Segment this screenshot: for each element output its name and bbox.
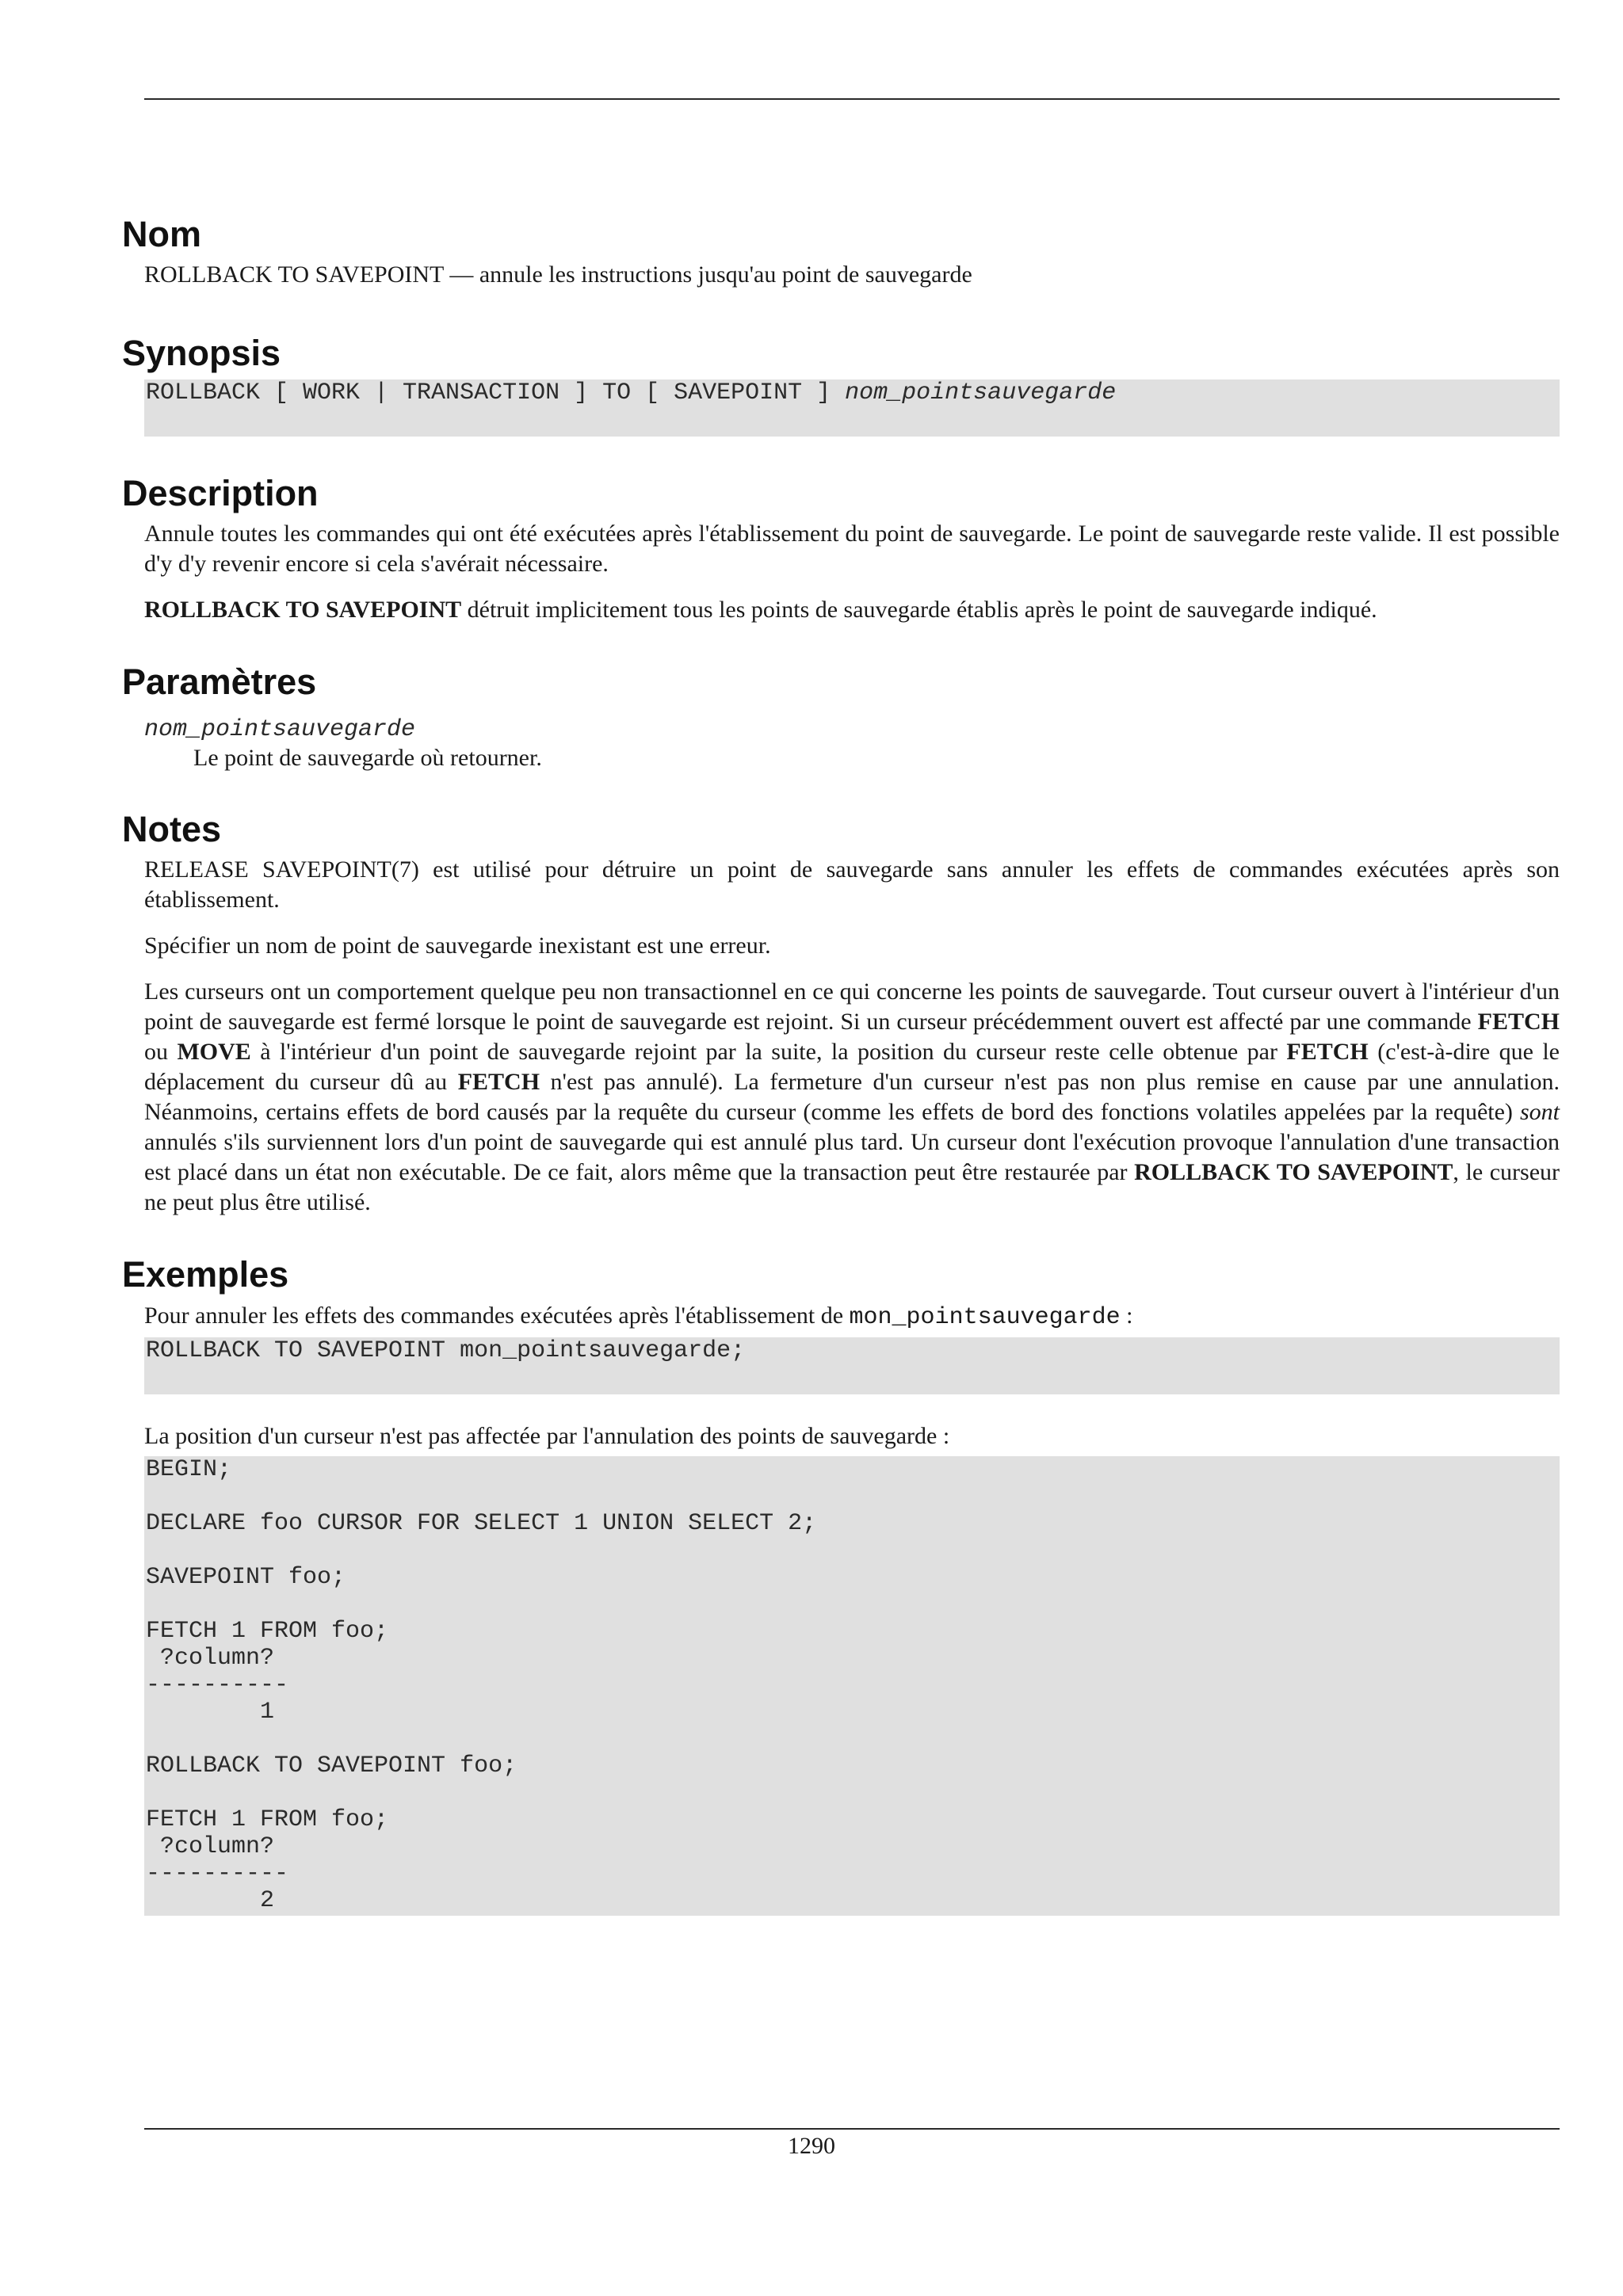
- notes-p3-fetch-1: FETCH: [1477, 1009, 1560, 1035]
- synopsis-param: nom_pointsauvegarde: [845, 379, 1117, 406]
- notes-p3-text-2: ou: [144, 1039, 178, 1066]
- notes-p3-text-3: à l'intérieur d'un point de sauvegarde rejoint par la suite, la position du curseur reste celle obtenue par: [250, 1039, 1287, 1066]
- parameter-list: [144, 715, 1560, 772]
- section-parametres: [122, 660, 1560, 772]
- notes-p3-fetch-2: FETCH: [1286, 1039, 1369, 1066]
- example-intro-2: La position d'un curseur n'est pas affectée par l'annulation des points de sauvegarde :: [144, 1422, 950, 1449]
- description-paragraph-1: Annule toutes les commandes qui ont été exécutées après l'établissement du point de sauvegarde. Le point de sauvegarde reste valide. Il est possible d'y d'y revenir encore si cela s'avérait nécessaire.: [144, 520, 1560, 577]
- section-notes: [122, 807, 1560, 1218]
- notes-p3-text-6: annulés s'ils surviennent lors d'un point de sauvegarde qui est annulé plus tard. Un curseur dont l'exécution provoque l'annulation d'une transaction est placé dans un état non exécutable. De ce fait, alors même que la transaction peut être restaurée par: [144, 1129, 1560, 1186]
- section-description: [122, 471, 1560, 625]
- heading-notes: Notes: [122, 809, 222, 849]
- synopsis-code-text: ROLLBACK [ WORK | TRANSACTION ] TO [ SAVEPOINT ]: [146, 379, 846, 406]
- heading-synopsis: Synopsis: [122, 333, 281, 374]
- notes-p3-text-5: n'est pas annulé). La fermeture d'un curseur n'est pas non plus remise en cause par une annulation. Néanmoins, certains effets de bord causés par la requête du curseur (comme les effets de bord des fonctions volatiles appelées par la requête): [144, 1069, 1560, 1126]
- example-intro-1-end: :: [1120, 1302, 1133, 1329]
- header-rule: [144, 98, 1560, 100]
- parameter-definition: Le point de sauvegarde où retourner.: [193, 745, 542, 771]
- example-code-1: ROLLBACK TO SAVEPOINT mon_pointsauvegarde;: [144, 1337, 1560, 1394]
- notes-p3-rollback-command: ROLLBACK TO SAVEPOINT: [1134, 1159, 1453, 1186]
- example-code-2: BEGIN; DECLARE foo CURSOR FOR SELECT 1 UNION SELECT 2; SAVEPOINT foo; FETCH 1 FROM foo; ?column? ---------- 1 ROLLBACK TO SAVEPOINT foo; FETCH 1 FROM foo; ?column? ---------- 2: [144, 1456, 1560, 1916]
- description-bold-command: ROLLBACK TO SAVEPOINT: [144, 596, 462, 623]
- notes-p3-text-1: Les curseurs ont un comportement quelque peu non transactionnel en ce qui concerne les points de sauvegarde. Tout curseur ouvert à l'intérieur d'un point de sauvegarde est fermé lorsque le point de sauvegarde est rejoint. Si un curseur précédemment ouvert est affecté par une commande: [144, 978, 1560, 1035]
- notes-p3-move: MOVE: [177, 1039, 251, 1066]
- page-content: [122, 212, 1560, 1916]
- notes-p3-emphasis: sont: [1519, 1099, 1560, 1126]
- synopsis-code: [144, 379, 1560, 437]
- notes-p3-fetch-3: FETCH: [457, 1069, 540, 1096]
- notes-paragraph-3: [144, 977, 1560, 1218]
- example-intro-1: [144, 1301, 1560, 1333]
- footer-rule: [144, 2128, 1560, 2130]
- example-intro-1-text: Pour annuler les effets des commandes exécutées après l'établissement de: [144, 1302, 850, 1329]
- page-number: 1290: [788, 2133, 835, 2159]
- description-paragraph-2: [144, 595, 1560, 625]
- nom-text: ROLLBACK TO SAVEPOINT — annule les instructions jusqu'au point de sauvegarde: [144, 261, 972, 288]
- example-intro-1-code: mon_pointsauvegarde: [849, 1303, 1121, 1331]
- notes-p3-text-4: (c'est-à-dire que le déplacement du curseur dû au: [144, 1039, 1560, 1096]
- notes-paragraph-1: RELEASE SAVEPOINT(7) est utilisé pour détruire un point de sauvegarde sans annuler les effets de commandes exécutées après son établissement.: [144, 856, 1560, 913]
- section-nom: [122, 212, 1560, 290]
- section-exemples: [122, 1253, 1560, 1915]
- notes-p3-text-7: , le curseur ne peut plus être utilisé.: [144, 1159, 1560, 1216]
- description-paragraph-2-rest: détruit implicitement tous les points de sauvegarde établis après le point de sauvegarde indiqué.: [461, 596, 1377, 623]
- parameter-term: nom_pointsauvegarde: [144, 716, 416, 743]
- section-synopsis: [122, 331, 1560, 436]
- heading-description: Description: [122, 472, 319, 513]
- heading-nom: Nom: [122, 214, 201, 254]
- heading-parametres: Paramètres: [122, 661, 317, 702]
- notes-paragraph-2: Spécifier un nom de point de sauvegarde inexistant est une erreur.: [144, 933, 771, 959]
- heading-exemples: Exemples: [122, 1254, 289, 1295]
